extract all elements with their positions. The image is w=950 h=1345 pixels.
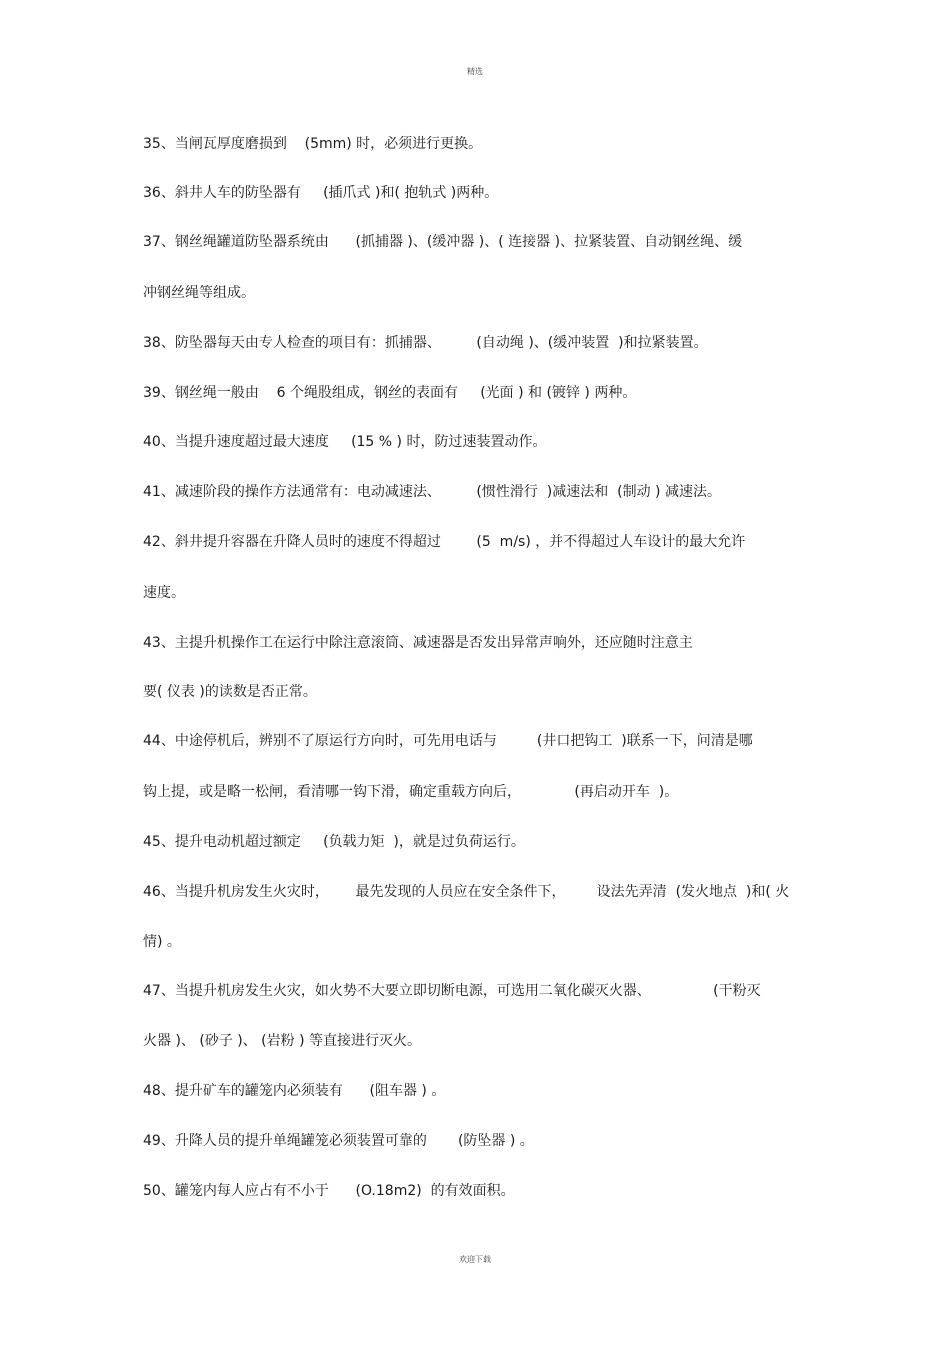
question-40-line: 40、当提升速度超过最大速度 (15 % ) 时，防过速装置动作。 [143, 434, 547, 450]
question-38-line: 38、防坠器每天由专人检查的项目有：抓捕器、 (自动绳 )、(缓冲装置 )和拉紧装置。 [143, 335, 708, 351]
question-46-line: 46、当提升机房发生火灾时， 最先发现的人员应在安全条件下， 设法先弄清 (发火地点 )和( 火 [143, 884, 790, 900]
question-46-continuation: 情) 。 [143, 934, 181, 950]
question-39-line: 39、钢丝绳一般由 6 个绳股组成，钢丝的表面有 (光面 ) 和 (镀锌 ) 两种。 [143, 385, 637, 401]
question-37-line: 37、钢丝绳罐道防坠器系统由 (抓捕器 )、(缓冲器 )、( 连接器 )、拉紧装置、自动钢丝绳、缓 [143, 234, 743, 250]
question-41-line: 41、减速阶段的操作方法通常有：电动减速法、 (惯性滑行 )减速法和 (制动 ) 减速法。 [143, 484, 721, 500]
question-47-line: 47、当提升机房发生火灾，如火势不大要立即切断电源，可选用二氧化碳灭火器、 (干粉灭 [143, 983, 761, 999]
question-50-line: 50、罐笼内每人应占有不小于 (O.18m2) 的有效面积。 [143, 1183, 515, 1199]
question-45-line: 45、提升电动机超过额定 (负载力矩 )，就是过负荷运行。 [143, 834, 525, 850]
question-48-line: 48、提升矿车的罐笼内必须装有 (阻车器 ) 。 [143, 1083, 446, 1099]
question-42-continuation: 速度。 [143, 585, 185, 601]
question-43-continuation: 要( 仪表 )的读数是否正常。 [143, 684, 317, 700]
question-36-line: 36、斜井人车的防坠器有 (插爪式 )和( 抱轨式 )两种。 [143, 185, 499, 201]
question-35-line: 35、当闸瓦厚度磨损到 (5mm) 时，必须进行更换。 [143, 136, 483, 152]
question-44-continuation: 钩上提，或是略一松闸，看清哪一钩下滑，确定重载方向后， (再启动开车 )。 [143, 784, 679, 800]
question-43-line: 43、主提升机操作工在运行中除注意滚筒、减速器是否发出异常声响外，还应随时注意主 [143, 635, 693, 651]
question-37-continuation: 冲钢丝绳等组成。 [143, 285, 255, 301]
question-47-continuation: 火器 )、 (砂子 )、 (岩粉 ) 等直接进行灭火。 [143, 1033, 422, 1049]
question-49-line: 49、升降人员的提升单绳罐笼必须装置可靠的 (防坠器 ) 。 [143, 1133, 534, 1149]
page-footer: 欢迎下载 [459, 1255, 491, 1264]
question-42-line: 42、斜井提升容器在升降人员时的速度不得超过 (5 m/s) ，并不得超过人车设计的最大允许 [143, 534, 746, 550]
question-44-line: 44、中途停机后，辨别不了原运行方向时，可先用电话与 (井口把钩工 )联系一下，问清是哪 [143, 733, 753, 749]
page-header: 精选 [467, 67, 483, 76]
